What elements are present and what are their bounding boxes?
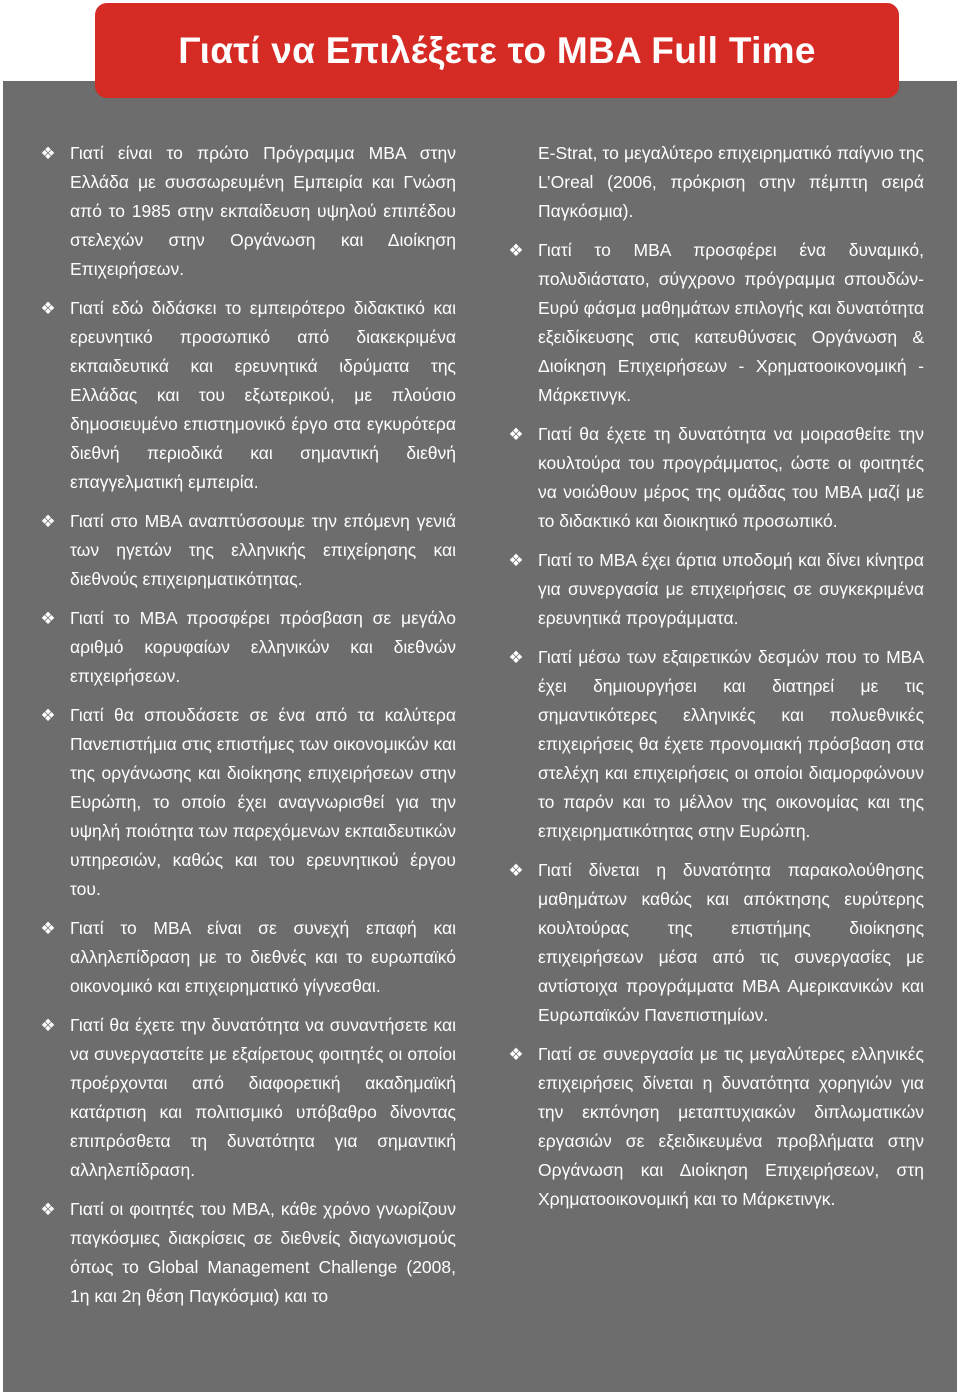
diamond-bullet-icon: ❖: [508, 1045, 524, 1064]
list-item: [40, 701, 456, 904]
list-item: [508, 236, 924, 410]
diamond-bullet-icon: ❖: [40, 299, 56, 318]
list-item-continuation: E-Strat, το μεγαλύτερο επιχειρηματικό παίγνιο της L’Oreal (2006, πρόκριση στην πέμπτη σειρά Παγκόσμια).: [538, 143, 924, 221]
list-item-text: Γιατί το MBA προσφέρει πρόσβαση σε μεγάλο αριθμό κορυφαίων ελληνικών και διεθνών επιχειρήσεων.: [70, 608, 456, 686]
diamond-bullet-icon: ❖: [40, 706, 56, 725]
diamond-bullet-icon: ❖: [508, 241, 524, 260]
diamond-bullet-icon: ❖: [508, 551, 524, 570]
list-item: [508, 1040, 924, 1214]
page-title: Γιατί να Επιλέξετε το MBA Full Time: [178, 29, 816, 71]
diamond-bullet-icon: ❖: [40, 512, 56, 531]
title-banner: [95, 3, 899, 98]
list-item: [508, 856, 924, 1030]
list-item-text: Γιατί εδώ διδάσκει το εμπειρότερο διδακτικό και ερευνητικό προσωπικό από διακεκριμένα εκπαιδευτικά και ερευνητικά ιδρύματα της Ελλάδας και του εξωτερικού, με πλούσιο δημοσιευμένο επιστημονικό έργο στα εγκυρότερα διεθνή περιοδικά και σημαντική διεθνή επαγγελματική εμπειρία.: [70, 298, 456, 492]
list-item: [40, 139, 456, 284]
list-item: [40, 1195, 456, 1311]
diamond-bullet-icon: ❖: [40, 609, 56, 628]
list-item: [40, 507, 456, 594]
diamond-bullet-icon: ❖: [508, 648, 524, 667]
diamond-bullet-icon: ❖: [40, 144, 56, 163]
diamond-bullet-icon: ❖: [508, 425, 524, 444]
list-item: [508, 420, 924, 536]
list-item: [40, 1011, 456, 1185]
list-item-text: Γιατί οι φοιτητές του MBA, κάθε χρόνο γνωρίζουν παγκόσμιες διακρίσεις σε διεθνείς διαγωνισμούς όπως το Global Management Challenge (2008, 1η και 2η θέση Παγκόσμια) και το: [70, 1199, 456, 1306]
list-item-text: Γιατί το MBA προσφέρει ένα δυναμικό, πολυδιάστατο, σύγχρονο πρόγραμμα σπουδών-Ευρύ φάσμα μαθημάτων επιλογής και δυνατότητα εξειδίκευσης στις κατευθύνσεις Οργάνωση & Διοίκηση Επιχειρήσεων - Χρηματοοικονομική - Μάρκετινγκ.: [538, 240, 924, 405]
right-column: [508, 139, 924, 1224]
list-item: [40, 294, 456, 497]
list-item-text: Γιατί δίνεται η δυνατότητα παρακολούθησης μαθημάτων καθώς και απόκτησης ευρύτερης κουλτούρας της επιστήμης διοίκησης επιχειρήσεων μέσα από τις συνεργασίες με αντίστοιχα προγράμματα MBA Αμερικανικών και Ευρωπαϊκών Πανεπιστημίων.: [538, 860, 924, 1025]
list-item-text: Γιατί θα έχετε την δυνατότητα να συναντήσετε και να συνεργαστείτε με εξαίρετους φοιτητές οι οποίοι προέρχονται από διαφορετική ακαδημαϊκή κατάρτιση και πολιτισμικό υπόβαθρο δίνοντας επιπρόσθετα τη δυνατότητα για σημαντική αλληλεπίδραση.: [70, 1015, 456, 1180]
diamond-bullet-icon: ❖: [508, 861, 524, 880]
left-column: [40, 139, 456, 1321]
list-item-text: Γιατί σε συνεργασία με τις μεγαλύτερες ελληνικές επιχειρήσεις δίνεται η δυνατότητα χορηγιών για την εκπόνηση μεταπτυχιακών διπλωματικών εργασιών σε εξειδικευμένα προβλήματα στην Οργάνωση και Διοίκηση Επιχειρήσεων, στη Χρηματοοικονομική και το Μάρκετινγκ.: [538, 1044, 924, 1209]
diamond-bullet-icon: ❖: [40, 1200, 56, 1219]
list-item-text: Γιατί θα έχετε τη δυνατότητα να μοιρασθείτε την κουλτούρα του προγράμματος, ώστε οι φοιτητές να νοιώθουν μέρος της ομάδας του MBA μαζί με το διδακτικό και διοικητικό προσωπικό.: [538, 424, 924, 531]
list-item-text: Γιατί το MBA έχει άρτια υποδομή και δίνει κίνητρα για συνεργασία με επιχειρήσεις σε συγκεκριμένα ερευνητικά προγράμματα.: [538, 550, 924, 628]
list-item-text: Γιατί το MBA είναι σε συνεχή επαφή και αλληλεπίδραση με το διεθνές και το ευρωπαϊκό οικονομικό και επιχειρηματικό γίγνεσθαι.: [70, 918, 456, 996]
list-item: [40, 914, 456, 1001]
list-item-text: Γιατί μέσω των εξαιρετικών δεσμών που το MBA έχει δημιουργήσει και διατηρεί με τις σημαντικότερες ελληνικές και πολυεθνικές επιχειρήσεις θα έχετε προνομιακή πρόσβαση στα στελέχη και επιχειρήσεις οι οποίοι διαμορφώνουν το παρόν και το μέλλον της οικονομίας και της επιχειρηματικότητας στην Ευρώπη.: [538, 647, 924, 841]
list-item-text: Γιατί είναι το πρώτο Πρόγραμμα MBA στην Ελλάδα με συσσωρευμένη Εμπειρία και Γνώση από το 1985 στην εκπαίδευση υψηλού επιπέδου στελεχών στην Οργάνωση και Διοίκηση Επιχειρήσεων.: [70, 143, 456, 279]
list-item: [508, 546, 924, 633]
diamond-bullet-icon: ❖: [40, 1016, 56, 1035]
diamond-bullet-icon: ❖: [40, 919, 56, 938]
list-item-text: Γιατί θα σπουδάσετε σε ένα από τα καλύτερα Πανεπιστήμια στις επιστήμες των οικονομικών και της οργάνωσης και διοίκησης επιχειρήσεων στην Ευρώπη, το οποίο έχει αναγνωρισθεί για την υψηλή ποιότητα των παρεχόμενων εκπαιδευτικών υπηρεσιών, καθώς και του ερευνητικού έργου του.: [70, 705, 456, 899]
list-item: [40, 604, 456, 691]
list-item-text: Γιατί στο MBA αναπτύσσουμε την επόμενη γενιά των ηγετών της ελληνικής επιχείρησης και διεθνούς επιχειρηματικότητας.: [70, 511, 456, 589]
list-item: [508, 643, 924, 846]
